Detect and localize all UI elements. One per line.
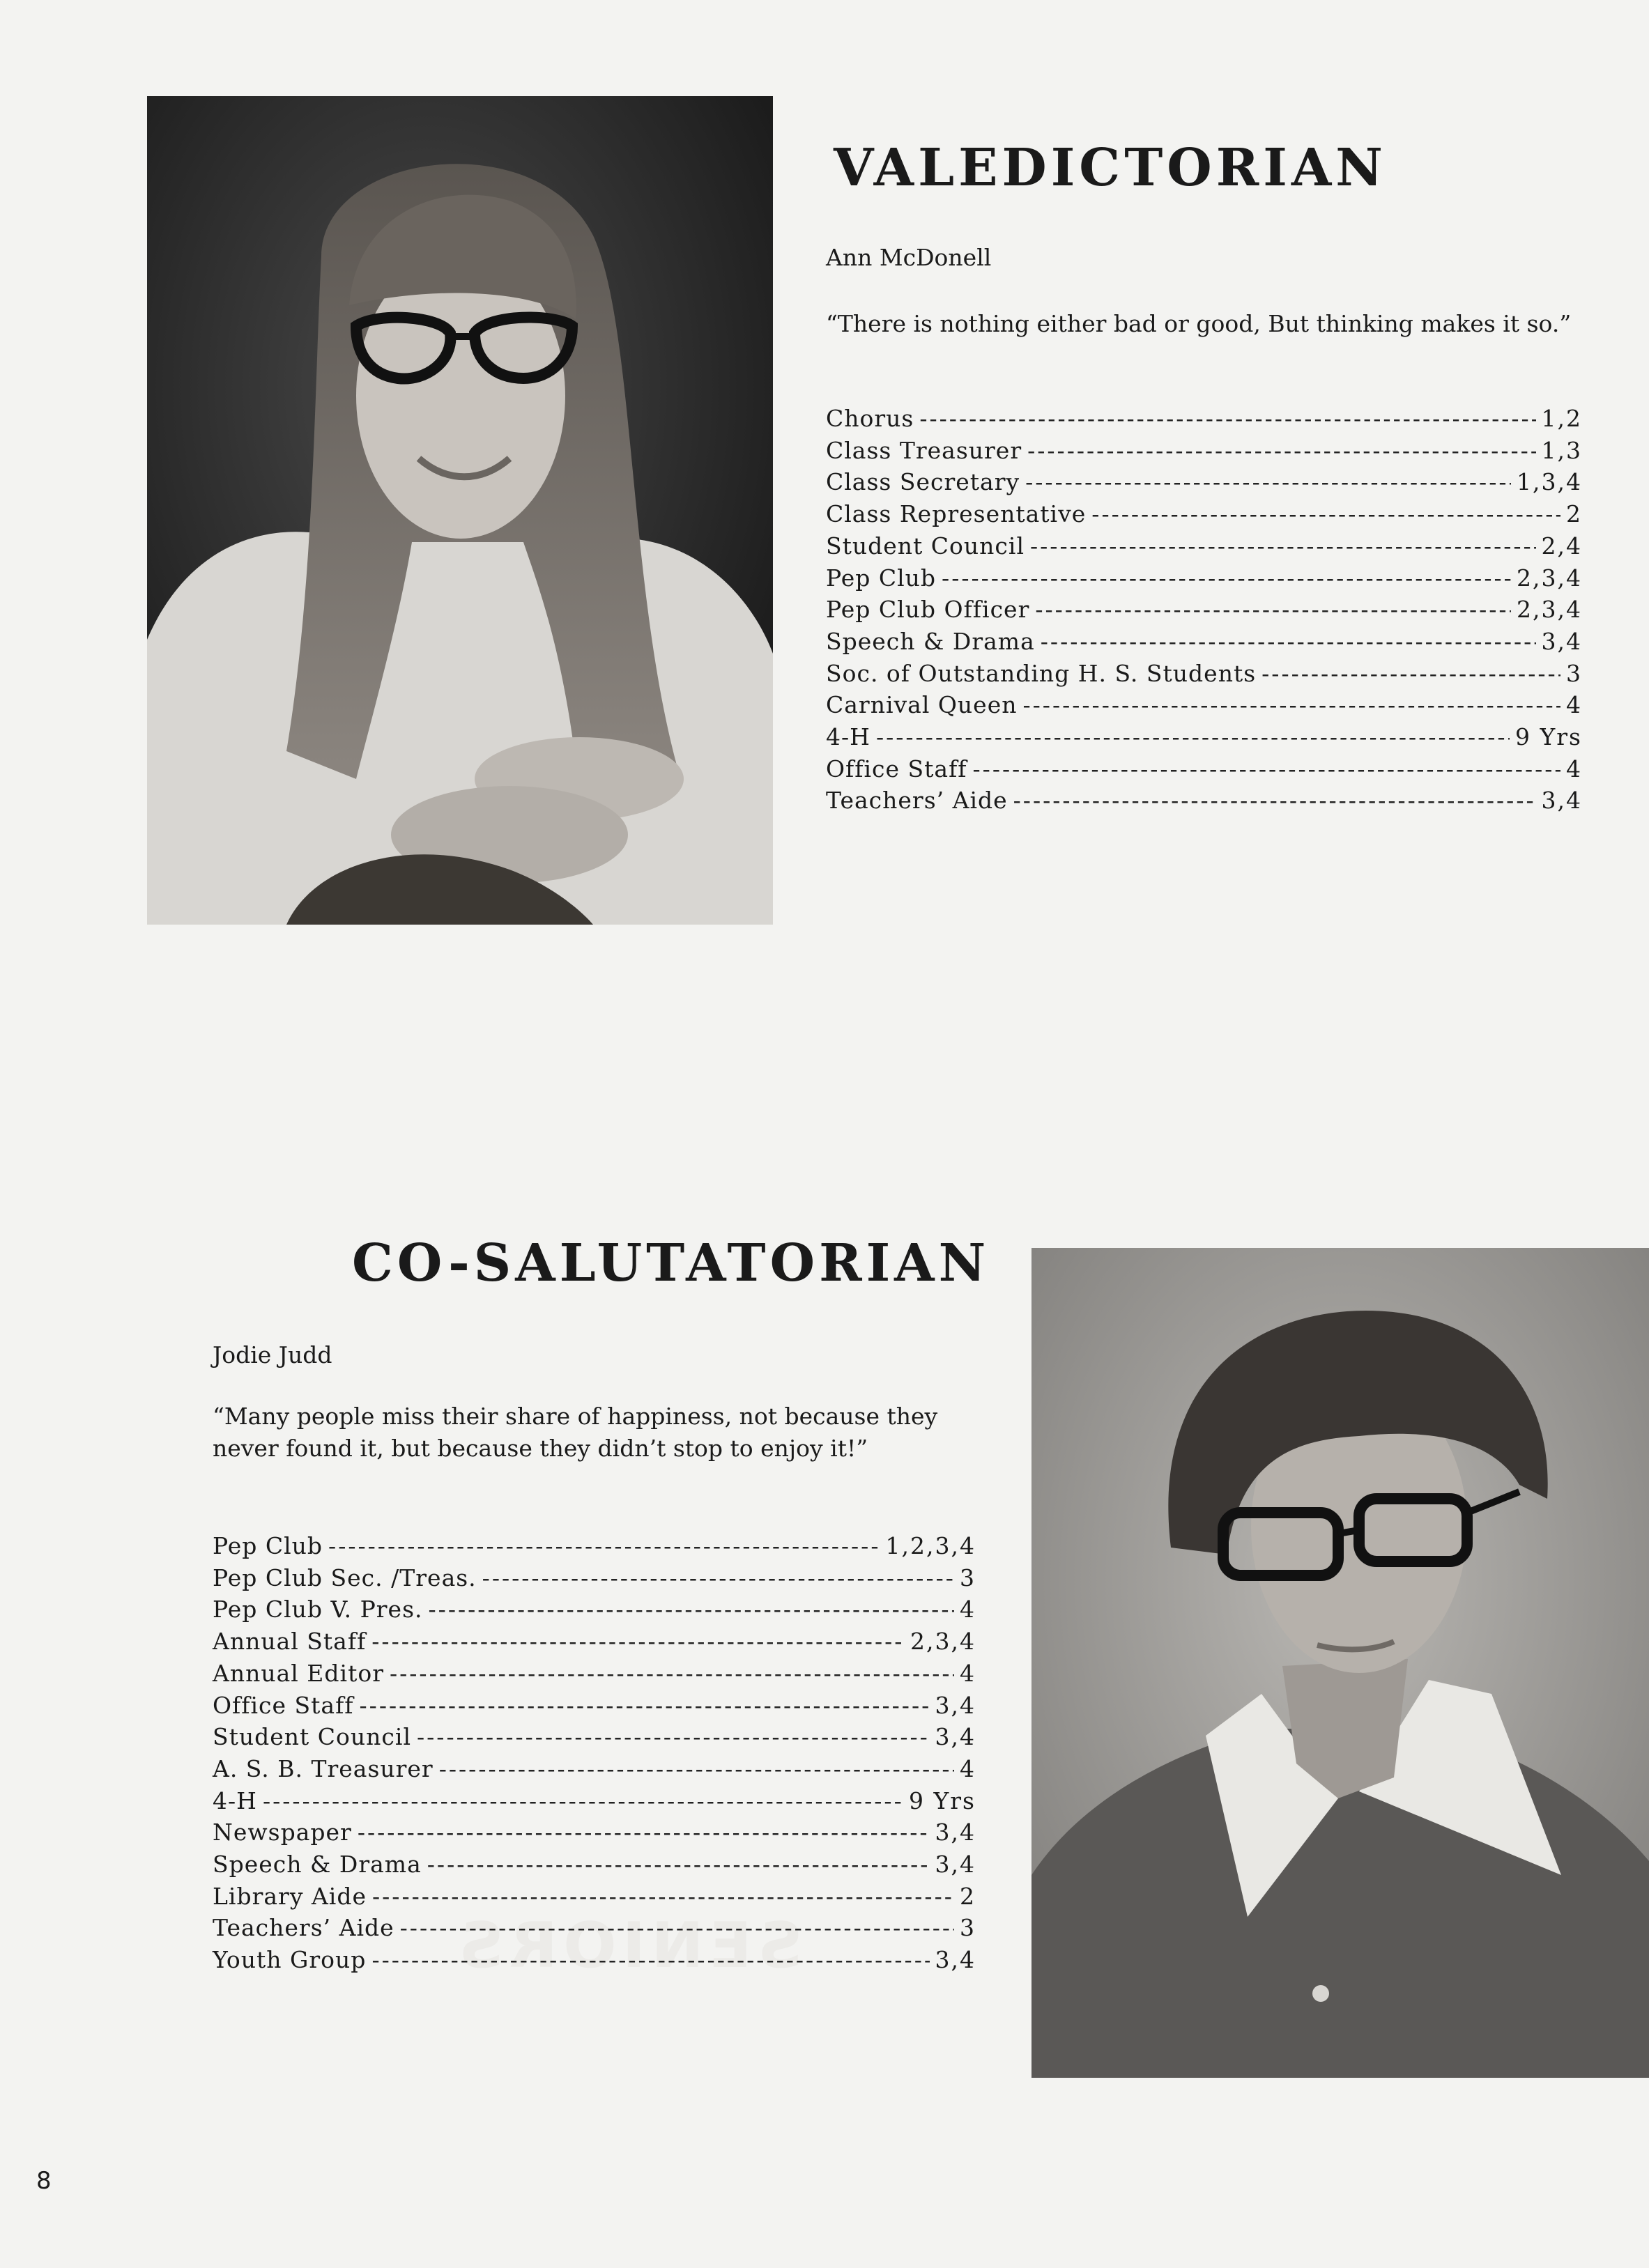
- activity-row: [826, 562, 1582, 594]
- dotted-leader: [1035, 594, 1511, 626]
- dotted-leader: [371, 1626, 905, 1658]
- activity-years: 3,4: [1541, 627, 1582, 655]
- co-salutatorian-heading: CO-SALUTATORIAN: [352, 1233, 990, 1293]
- dotted-leader: [439, 1753, 954, 1785]
- activity-years: 9 Yrs: [909, 1787, 976, 1814]
- dotted-leader: [1013, 785, 1536, 817]
- dotted-leader: [1041, 626, 1536, 658]
- activity-years: 9 Yrs: [1515, 723, 1582, 751]
- activity-label: Annual Editor: [213, 1659, 384, 1687]
- dotted-leader: [1091, 498, 1560, 530]
- activity-row: [213, 1912, 976, 1944]
- activity-label: A. S. B. Treasurer: [213, 1754, 434, 1782]
- co-salutatorian-name: Jodie Judd: [213, 1341, 332, 1368]
- activity-years: 3,4: [935, 1723, 976, 1751]
- dotted-leader: [390, 1658, 954, 1690]
- activity-row: [213, 1658, 976, 1690]
- background-bleed-text: SENIORS: [453, 1909, 803, 1982]
- dotted-leader: [1023, 689, 1561, 721]
- activity-label: Student Council: [213, 1723, 411, 1751]
- dotted-leader: [263, 1785, 903, 1817]
- activity-years: 3: [960, 1914, 976, 1942]
- activity-row: [826, 689, 1582, 721]
- activity-label: Pep Club Sec. /Treas.: [213, 1564, 477, 1591]
- co-salutatorian-quote: “Many people miss their share of happiness, not because they never found it, but because they didn’t stop to enjoy it!”: [213, 1403, 938, 1462]
- valedictorian-quote: “There is nothing either bad or good, But thinking makes it so.”: [826, 310, 1572, 337]
- activity-years: 2,3,4: [910, 1628, 976, 1656]
- activity-label: Pep Club Officer: [826, 596, 1030, 624]
- dotted-leader: [942, 562, 1511, 594]
- co-salutatorian-portrait: [1031, 1248, 1649, 2078]
- activity-row: [826, 498, 1582, 530]
- page-number: 8: [36, 2167, 52, 2195]
- activity-label: Pep Club: [826, 564, 937, 592]
- activity-row: [213, 1785, 976, 1817]
- dotted-leader: [1030, 530, 1536, 562]
- activity-row: [213, 1594, 976, 1626]
- activity-row: [213, 1626, 976, 1658]
- dotted-leader: [919, 403, 1535, 435]
- activity-row: [826, 530, 1582, 562]
- dotted-leader: [400, 1912, 954, 1944]
- valedictorian-portrait: [147, 96, 773, 925]
- activity-row: [213, 1530, 976, 1562]
- activity-years: 3,4: [935, 1851, 976, 1879]
- activity-label: Pep Club V. Pres.: [213, 1596, 423, 1623]
- activity-row: [826, 785, 1582, 817]
- activity-years: 2,4: [1541, 532, 1582, 560]
- activity-label: Annual Staff: [213, 1628, 367, 1656]
- activity-row: [213, 1849, 976, 1881]
- activity-years: 4: [960, 1754, 976, 1782]
- co-salutatorian-activities-list: [213, 1530, 976, 1976]
- activity-years: 3,4: [935, 1691, 976, 1719]
- dotted-leader: [328, 1530, 880, 1562]
- dotted-leader: [360, 1690, 930, 1722]
- activity-years: 4: [960, 1596, 976, 1623]
- dotted-leader: [1025, 466, 1511, 498]
- activity-label: 4-H: [213, 1787, 257, 1814]
- activity-row: [213, 1881, 976, 1913]
- activity-years: 3: [1566, 659, 1582, 687]
- activity-row: [826, 435, 1582, 467]
- activity-years: 1,3: [1541, 436, 1582, 464]
- activity-label: Soc. of Outstanding H. S. Students: [826, 659, 1257, 687]
- dotted-leader: [429, 1594, 954, 1626]
- activity-label: Teachers’ Aide: [826, 787, 1008, 815]
- activity-label: Office Staff: [826, 755, 967, 782]
- activity-label: Student Council: [826, 532, 1025, 560]
- activity-label: Class Representative: [826, 500, 1087, 528]
- activity-row: [213, 1944, 976, 1976]
- activity-label: Carnival Queen: [826, 691, 1018, 719]
- activity-label: Office Staff: [213, 1691, 354, 1719]
- activity-label: Class Secretary: [826, 468, 1020, 496]
- dotted-leader: [371, 1944, 929, 1976]
- valedictorian-name: Ann McDonell: [826, 244, 992, 271]
- activity-label: Library Aide: [213, 1882, 367, 1910]
- activity-row: [213, 1816, 976, 1849]
- activity-label: Speech & Drama: [213, 1851, 422, 1879]
- activity-years: 4: [1566, 691, 1582, 719]
- activity-years: 4: [960, 1659, 976, 1687]
- activity-years: 2,3,4: [1517, 564, 1582, 592]
- activity-years: 2: [960, 1882, 976, 1910]
- dotted-leader: [1261, 658, 1560, 690]
- activity-row: [213, 1562, 976, 1594]
- activity-label: Newspaper: [213, 1819, 352, 1846]
- activity-row: [826, 753, 1582, 785]
- dotted-leader: [427, 1849, 930, 1881]
- activity-label: Speech & Drama: [826, 627, 1035, 655]
- portrait-photo-icon: [1031, 1248, 1649, 2078]
- activity-row: [826, 594, 1582, 626]
- activity-years: 1,2: [1541, 405, 1582, 432]
- activity-row: [826, 658, 1582, 690]
- dotted-leader: [358, 1816, 930, 1849]
- activity-label: Chorus: [826, 405, 914, 432]
- activity-row: [213, 1721, 976, 1753]
- dotted-leader: [482, 1562, 954, 1594]
- portrait-photo-icon: [147, 96, 773, 925]
- activity-row: [826, 403, 1582, 435]
- activity-years: 2: [1566, 500, 1582, 528]
- activity-label: Youth Group: [213, 1946, 367, 1974]
- dotted-leader: [1027, 435, 1535, 467]
- activity-years: 4: [1566, 755, 1582, 782]
- activity-row: [213, 1753, 976, 1785]
- activity-years: 3,4: [935, 1946, 976, 1974]
- activity-label: Pep Club: [213, 1532, 323, 1559]
- activity-years: 2,3,4: [1517, 596, 1582, 624]
- activity-label: 4-H: [826, 723, 870, 751]
- activity-row: [826, 721, 1582, 753]
- activity-years: 3: [960, 1564, 976, 1591]
- valedictorian-heading: VALEDICTORIAN: [834, 138, 1387, 198]
- activity-years: 3,4: [1541, 787, 1582, 815]
- dotted-leader: [973, 753, 1560, 785]
- activity-years: 3,4: [935, 1819, 976, 1846]
- activity-label: Class Treasurer: [826, 436, 1022, 464]
- activity-years: 1,3,4: [1517, 468, 1582, 496]
- activity-row: [213, 1690, 976, 1722]
- activity-label: Teachers’ Aide: [213, 1914, 394, 1942]
- dotted-leader: [417, 1721, 930, 1753]
- dotted-leader: [876, 721, 1510, 753]
- activity-row: [826, 626, 1582, 658]
- activity-row: [826, 466, 1582, 498]
- valedictorian-activities-list: [826, 403, 1582, 817]
- activity-years: 1,2,3,4: [885, 1532, 976, 1559]
- dotted-leader: [372, 1881, 954, 1913]
